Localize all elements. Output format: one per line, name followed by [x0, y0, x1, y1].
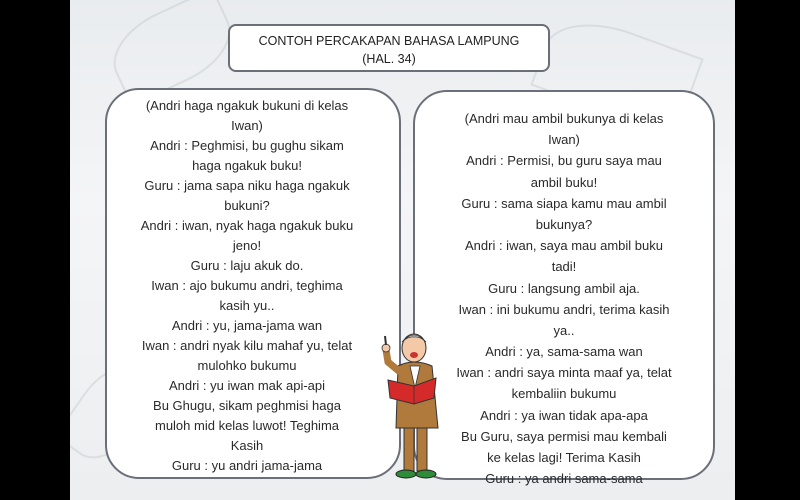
dialog-line: bukuni?	[224, 198, 270, 213]
dialog-line: Andri : iwan, saya mau ambil buku	[465, 238, 663, 254]
dialog-line: Guru : sama siapa kamu mau ambil	[461, 195, 667, 211]
dialog-line: kembaliin bukumu	[511, 386, 617, 402]
dialog-line: mulohko bukumu	[197, 358, 297, 373]
dialog-line: ambil buku!	[530, 174, 598, 190]
slide-title	[228, 24, 550, 72]
dialog-line: Iwan : ini bukumu andri, terima kasih	[458, 301, 670, 317]
dialog-line: Andri : ya iwan tidak apa-apa	[480, 407, 648, 423]
dialog-line: Andri : yu iwan mak api-api	[168, 378, 326, 393]
dialog-line: ke kelas lagi! Terima Kasih	[487, 450, 641, 465]
dialog-line: (Andri mau ambil bukunya di kelas	[464, 111, 664, 126]
dialog-line: Iwan)	[548, 132, 580, 148]
dialog-line: Guru : ya andri sama-sama	[485, 471, 643, 487]
dialog-line: Andri : ya, sama-sama wan	[485, 344, 643, 360]
dialog-line: Guru : yu andri jama-jama	[171, 458, 323, 473]
dialog-line: Iwan : ajo bukumu andri, teghima	[151, 278, 343, 293]
dialog-line: Andri : iwan, nyak haga ngakuk buku	[140, 218, 354, 233]
dialog-line: jeno!	[232, 238, 262, 253]
dialog-line: Iwan : andri saya minta maaf ya, telat	[456, 365, 672, 381]
dialog-line: ya..	[553, 322, 575, 338]
dialog-line: muloh mid kelas luwot! Teghima	[154, 418, 339, 433]
dialog-line: kasih yu..	[219, 298, 275, 313]
dialog-line: tadi!	[551, 259, 577, 275]
dialog-line: Iwan)	[231, 118, 263, 133]
dialog-line: Andri : Permisi, bu guru saya mau	[466, 153, 662, 169]
dialog-line: Bu Ghugu, sikam peghmisi haga	[153, 398, 341, 413]
slide	[70, 0, 735, 500]
dialog-line: Guru : jama sapa niku haga ngakuk	[144, 178, 350, 193]
title-line-2: (HAL. 34)	[362, 52, 416, 66]
lampung-dialog-bubble	[105, 88, 401, 479]
dialog-line: (Andri haga ngakuk bukuni di kelas	[145, 98, 349, 113]
title-line-1: CONTOH PERCAKAPAN BAHASA LAMPUNG	[258, 34, 520, 48]
dialog-line: Kasih	[230, 438, 264, 453]
dialog-line: Andri : Peghmisi, bu gughu sikam	[150, 138, 344, 153]
dialog-line: Guru : laju akuk do.	[190, 258, 304, 273]
dialog-line: Iwan : andri nyak kilu mahaf yu, telat	[141, 338, 353, 353]
dialog-line: bukunya?	[535, 216, 593, 232]
dialog-line: Bu Guru, saya permisi mau kembali	[461, 428, 667, 444]
indonesian-dialog-bubble	[413, 90, 715, 487]
dialog-line: haga ngakuk buku!	[192, 158, 302, 173]
dialog-line: Guru : langsung ambil aja.	[488, 280, 640, 296]
dialog-line: Andri : yu, jama-jama wan	[171, 318, 323, 333]
teacher-illustration	[374, 328, 454, 483]
